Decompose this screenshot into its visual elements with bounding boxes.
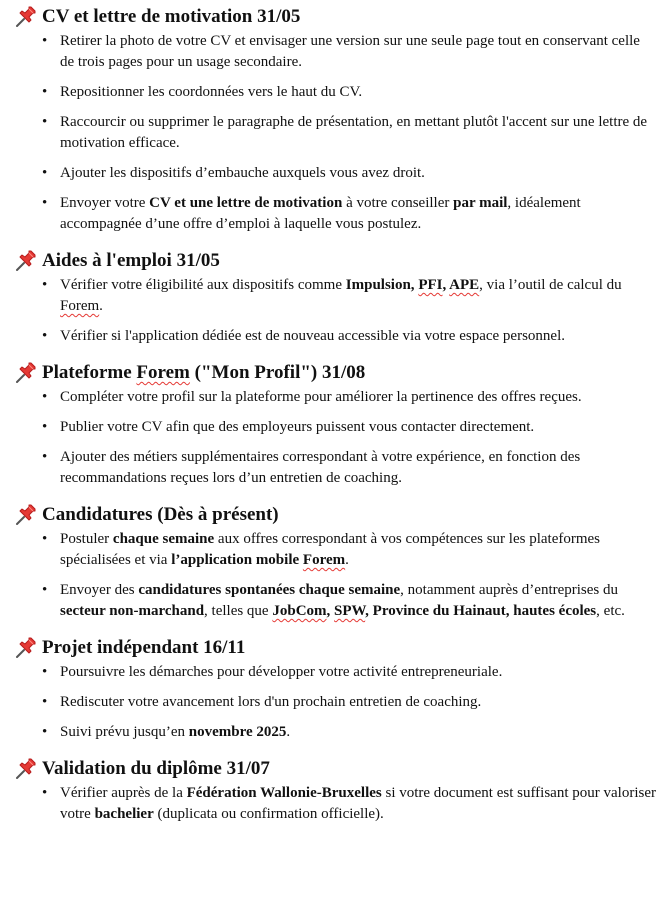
pushpin-icon [14, 504, 38, 526]
bold-text: CV et une lettre de motivation [149, 195, 343, 211]
list-item [14, 387, 656, 408]
bold-text: Forem [302, 552, 346, 568]
text-run: Ajouter les dispositifs d’embauche auxquels vous avez droit. [60, 165, 425, 181]
pushpin-icon [14, 758, 38, 780]
text-run: Poursuivre les démarches pour développer votre activité entrepreneuriale. [60, 664, 503, 680]
pushpin-icon [14, 250, 38, 272]
bold-text: l’application mobile [171, 552, 303, 568]
bullet-list [14, 529, 656, 622]
bold-text: , [326, 603, 335, 619]
text-run: Forem [136, 362, 190, 383]
text-run: Repositionner les coordonnées vers le haut du CV. [60, 84, 363, 100]
section [14, 498, 656, 622]
list-item [14, 31, 656, 73]
bullet-list [14, 387, 656, 489]
text-run: , telles que [204, 603, 273, 619]
bold-text: Impulsion, [345, 277, 419, 293]
text-run: . [345, 552, 349, 568]
list-item [14, 783, 656, 825]
text-run: Ajouter des métiers supplémentaires correspondant à votre expérience, en fonction des recommandations reçues lors d’un entretien de coaching. [60, 449, 581, 486]
bullet-list [14, 31, 656, 235]
list-item [14, 82, 656, 103]
text-run: Vérifier auprès de la [60, 785, 187, 801]
text-run: à votre conseiller [342, 195, 454, 211]
section [14, 752, 656, 825]
section [14, 6, 656, 235]
bullet-list [14, 783, 656, 825]
text-run: Suivi prévu jusqu’en [60, 724, 189, 740]
bold-text: JobCom [272, 603, 327, 619]
text-run: Retirer la photo de votre CV et envisager une version sur une seule page tout en conservant celle de trois pages pour un usage secondaire. [60, 33, 640, 70]
text-run: Forem [60, 298, 100, 314]
section-title: Projet indépendant 16/11 [42, 637, 246, 658]
list-item [14, 447, 656, 489]
bold-text: secteur non-marchand [60, 603, 205, 619]
text-run: Rediscuter votre avancement lors d'un prochain entretien de coaching. [60, 694, 482, 710]
bold-text: chaque semaine [112, 531, 215, 547]
text-run: Postuler [60, 531, 113, 547]
text-run: , idéalement accompagnée d’une offre d’emploi à laquelle vous postulez. [60, 195, 581, 232]
bold-text: PFI [418, 277, 443, 293]
text-run: , etc. [596, 603, 625, 619]
text-run: Plateforme [42, 362, 137, 383]
text-run: . [99, 298, 103, 314]
section-heading [14, 637, 656, 659]
bold-text: SPW [334, 603, 366, 619]
bold-text: candidatures spontanées chaque semaine [138, 582, 401, 598]
pushpin-icon [14, 6, 38, 28]
text-run: si votre document est suffisant pour valoriser votre [60, 785, 656, 822]
bold-text: par mail [453, 195, 508, 211]
bold-text: APE [449, 277, 480, 293]
section [14, 631, 656, 743]
section-title: CV et lettre de motivation 31/05 [42, 6, 301, 27]
text-run: Compléter votre profil sur la plateforme pour améliorer la pertinence des offres reçues. [60, 389, 582, 405]
list-item [14, 193, 656, 235]
pushpin-icon [14, 362, 38, 384]
text-run: , notamment auprès d’entreprises du [400, 582, 619, 598]
pushpin-icon [14, 637, 38, 659]
section-title: Aides à l'emploi 31/05 [42, 250, 220, 271]
list-item [14, 326, 656, 347]
bold-text: Province du Hainaut, hautes écoles [372, 603, 597, 619]
section-title: Validation du diplôme 31/07 [42, 758, 270, 779]
list-item [14, 275, 656, 317]
section-heading [14, 758, 656, 780]
section-title: Candidatures (Dès à présent) [42, 504, 279, 525]
list-item [14, 417, 656, 438]
bullet-list [14, 275, 656, 347]
section-heading [14, 6, 656, 28]
bold-text: , [442, 277, 450, 293]
text-run: (duplicata ou confirmation officielle). [153, 806, 384, 822]
bold-text: Fédération Wallonie-Bruxelles [186, 785, 382, 801]
list-item [14, 722, 656, 743]
text-run: Vérifier votre éligibilité aux dispositifs comme [60, 277, 346, 293]
bold-text: bachelier [94, 806, 154, 822]
text-run: Envoyer des [60, 582, 139, 598]
section-heading [14, 504, 656, 526]
text-run: Vérifier si l'application dédiée est de nouveau accessible via votre espace personnel. [60, 328, 565, 344]
text-run: Raccourcir ou supprimer le paragraphe de présentation, en mettant plutôt l'accent sur une lettre de motivation efficace. [60, 114, 648, 151]
text-run: ("Mon Profil") 31/08 [189, 362, 366, 383]
bold-text: novembre 2025 [188, 724, 287, 740]
section-heading [14, 362, 656, 384]
list-item [14, 529, 656, 571]
text-run: Publier votre CV afin que des employeurs puissent vous contacter directement. [60, 419, 535, 435]
list-item [14, 163, 656, 184]
bold-text: , [365, 603, 373, 619]
text-run: , via l’outil de calcul du [479, 277, 622, 293]
bullet-list [14, 662, 656, 743]
section-heading [14, 250, 656, 272]
text-run: Envoyer votre [60, 195, 150, 211]
text-run: aux offres correspondant à vos compétences sur les plateformes spécialisées et via [60, 531, 601, 568]
list-item [14, 692, 656, 713]
text-run: . [286, 724, 291, 740]
list-item [14, 662, 656, 683]
section [14, 244, 656, 347]
list-item [14, 112, 656, 154]
list-item [14, 580, 656, 622]
section [14, 356, 656, 489]
section-title [42, 362, 365, 384]
